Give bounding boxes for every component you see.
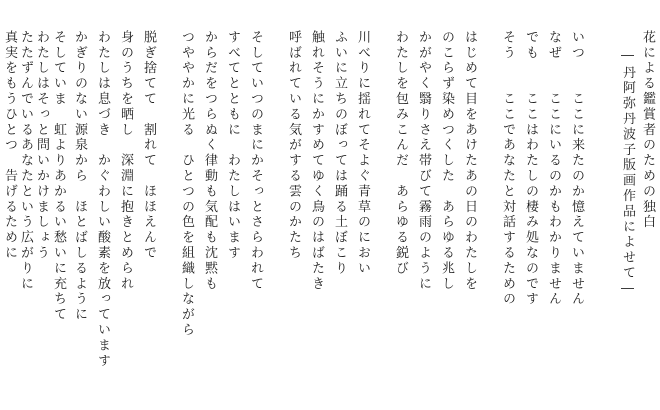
poem-line: かがやく翳りさえ帯びて霧雨のように — [416, 30, 431, 292]
poem-line: たたずんでいるあなたという広がりに — [18, 30, 33, 292]
poem-line: そしていま 虹よりあかるい愁いに充ちて — [51, 30, 66, 323]
poem-line: わたしは息づき かぐわしい酸素を放っています — [95, 30, 110, 369]
poem-line: のこらず染めつくした あらゆる兆し — [439, 30, 454, 292]
poem-line: かぎりのない源泉から ほとばしるように — [72, 30, 87, 323]
poem-line: いつ ここに来たのか憶えていません — [569, 30, 584, 308]
poem-line: そしていつのまにかそっとさらわれて — [248, 30, 263, 292]
poem-line: はじめて目をあけたあの日のわたしを — [462, 30, 477, 292]
poem-line: なぜ ここにいるのかもわかりません — [546, 30, 561, 308]
poem-line: でも ここはわたしの棲み処なのです — [523, 30, 538, 308]
poem-line: つややかに光る ひとつの色を組織しながら — [179, 30, 194, 338]
poem-line: わたしはそっと問いかけましょう — [34, 30, 49, 261]
poem-line: 身のうちを晒し 深淵に抱きとめられ — [118, 30, 133, 292]
poem-subtitle: ―丹阿弥丹波子版画作品によせて― — [620, 48, 635, 299]
poem-line: すべてとともに わたしはいます — [225, 30, 240, 261]
poem-line: 呼ばれている気がする雲のかたち — [286, 30, 301, 261]
poem-line: 触れそうにかすめてゆく鳥のはばたき — [309, 30, 324, 292]
poem-line: からだをつらぬく律動も気配も沈黙も — [202, 30, 217, 292]
poem-line: 川べりに揺れてそよぐ青草のにおい — [355, 30, 370, 277]
poem-line: 脱ぎ捨てて 割れて ほほえんで — [141, 30, 156, 261]
poem-line: そう ここであなたと対話するための — [500, 30, 515, 308]
poem-line: 真実をもうひとつ 告げるために — [2, 30, 17, 261]
poem-line: わたしを包みこんだ あらゆる鋭び — [393, 30, 408, 277]
poem-title: 花による鑑賞者のための独白 — [640, 30, 655, 231]
poem-line: ふいに立ちのぼっては踊る土ぼこり — [332, 30, 347, 277]
